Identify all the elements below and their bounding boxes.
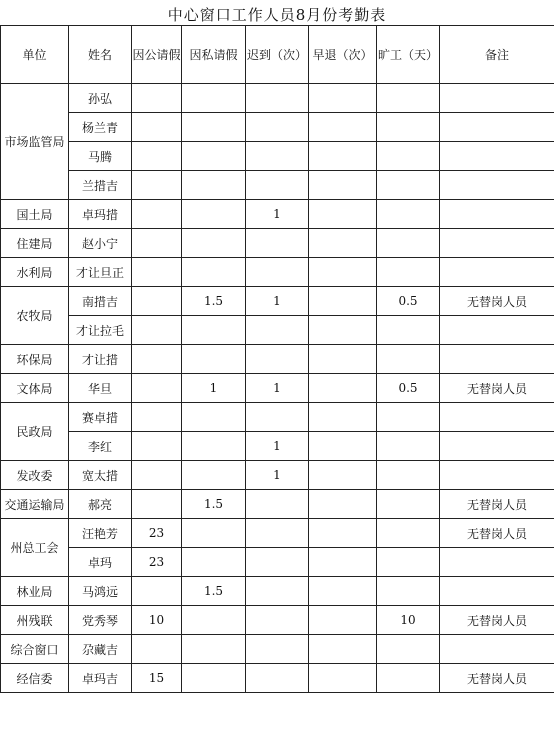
table-row [1, 403, 554, 432]
absent-cell [377, 490, 440, 519]
late-cell [246, 142, 309, 171]
late-cell [246, 519, 309, 548]
personal-leave-cell [182, 403, 246, 432]
note-cell [440, 635, 554, 664]
name-cell: 华旦 [69, 374, 132, 403]
table-row [1, 606, 554, 635]
absent-cell [377, 548, 440, 577]
official-leave-cell [132, 171, 182, 200]
late-cell [246, 664, 309, 693]
name-cell: 南措吉 [69, 287, 132, 316]
absent-cell [377, 345, 440, 374]
absent-cell [377, 229, 440, 258]
personal-leave-cell [182, 606, 246, 635]
name-cell: 赛卓措 [69, 403, 132, 432]
official-leave-cell [132, 374, 182, 403]
official-leave-cell [132, 345, 182, 374]
name-cell: 卓玛 [69, 548, 132, 577]
absent-cell [377, 519, 440, 548]
personal-leave-cell [182, 84, 246, 113]
unit-cell: 州残联 [1, 606, 69, 635]
absent-cell [377, 113, 440, 142]
page-title: 中心窗口工作人员8月份考勤表 [167, 6, 387, 24]
note-cell [440, 316, 554, 345]
absent-cell [377, 461, 440, 490]
header-personal-leave: 因私请假 [182, 26, 246, 84]
personal-leave-cell [182, 171, 246, 200]
name-cell: 郝亮 [69, 490, 132, 519]
note-cell: 无替岗人员 [440, 664, 554, 693]
unit-cell: 水利局 [1, 258, 69, 287]
name-cell: 孙弘 [69, 84, 132, 113]
attendance-table [0, 25, 554, 693]
note-cell: 无替岗人员 [440, 374, 554, 403]
official-leave-cell: 15 [132, 664, 182, 693]
personal-leave-cell: 1.5 [182, 490, 246, 519]
unit-cell: 经信委 [1, 664, 69, 693]
header-note: 备注 [440, 26, 554, 84]
early-leave-cell [309, 519, 377, 548]
note-cell [440, 142, 554, 171]
personal-leave-cell [182, 519, 246, 548]
early-leave-cell [309, 142, 377, 171]
table-row [1, 287, 554, 316]
absent-cell [377, 432, 440, 461]
early-leave-cell [309, 432, 377, 461]
note-cell [440, 171, 554, 200]
table-row [1, 171, 554, 200]
late-cell [246, 316, 309, 345]
personal-leave-cell [182, 258, 246, 287]
absent-cell [377, 316, 440, 345]
absent-cell [377, 171, 440, 200]
late-cell [246, 171, 309, 200]
official-leave-cell: 10 [132, 606, 182, 635]
table-row [1, 345, 554, 374]
late-cell [246, 84, 309, 113]
table-body [1, 84, 554, 693]
official-leave-cell [132, 113, 182, 142]
official-leave-cell [132, 635, 182, 664]
late-cell: 1 [246, 432, 309, 461]
note-cell [440, 432, 554, 461]
late-cell: 1 [246, 287, 309, 316]
official-leave-cell [132, 461, 182, 490]
personal-leave-cell [182, 461, 246, 490]
table-row [1, 142, 554, 171]
early-leave-cell [309, 171, 377, 200]
name-cell: 杨兰青 [69, 113, 132, 142]
early-leave-cell [309, 635, 377, 664]
header-row [1, 26, 554, 84]
late-cell: 1 [246, 461, 309, 490]
table-row [1, 374, 554, 403]
note-cell [440, 229, 554, 258]
late-cell [246, 577, 309, 606]
name-cell: 汪艳芳 [69, 519, 132, 548]
unit-cell: 林业局 [1, 577, 69, 606]
late-cell [246, 403, 309, 432]
absent-cell [377, 84, 440, 113]
name-cell: 尕藏吉 [69, 635, 132, 664]
note-cell: 无替岗人员 [440, 606, 554, 635]
table-row [1, 432, 554, 461]
absent-cell [377, 664, 440, 693]
official-leave-cell: 23 [132, 519, 182, 548]
official-leave-cell [132, 84, 182, 113]
absent-cell [377, 635, 440, 664]
table-row [1, 519, 554, 548]
note-cell: 无替岗人员 [440, 519, 554, 548]
absent-cell [377, 403, 440, 432]
late-cell [246, 490, 309, 519]
note-cell [440, 345, 554, 374]
unit-cell: 民政局 [1, 403, 69, 461]
official-leave-cell [132, 432, 182, 461]
table-row [1, 664, 554, 693]
early-leave-cell [309, 374, 377, 403]
name-cell: 马鸿远 [69, 577, 132, 606]
table-row [1, 316, 554, 345]
early-leave-cell [309, 606, 377, 635]
name-cell: 党秀琴 [69, 606, 132, 635]
header-unit: 单位 [1, 26, 69, 84]
personal-leave-cell [182, 432, 246, 461]
early-leave-cell [309, 84, 377, 113]
header-official-leave: 因公请假 [132, 26, 182, 84]
name-cell: 李红 [69, 432, 132, 461]
official-leave-cell [132, 142, 182, 171]
early-leave-cell [309, 548, 377, 577]
absent-cell [377, 258, 440, 287]
official-leave-cell [132, 577, 182, 606]
unit-cell: 环保局 [1, 345, 69, 374]
name-cell: 才让旦正 [69, 258, 132, 287]
official-leave-cell [132, 287, 182, 316]
unit-cell: 国土局 [1, 200, 69, 229]
early-leave-cell [309, 200, 377, 229]
unit-cell: 住建局 [1, 229, 69, 258]
note-cell [440, 200, 554, 229]
name-cell: 赵小宁 [69, 229, 132, 258]
official-leave-cell [132, 490, 182, 519]
table-row [1, 200, 554, 229]
absent-cell [377, 142, 440, 171]
late-cell [246, 606, 309, 635]
personal-leave-cell [182, 548, 246, 577]
late-cell [246, 635, 309, 664]
table-row [1, 635, 554, 664]
note-cell [440, 84, 554, 113]
absent-cell: 0.5 [377, 374, 440, 403]
name-cell: 兰措吉 [69, 171, 132, 200]
late-cell: 1 [246, 200, 309, 229]
table-row [1, 84, 554, 113]
unit-cell: 农牧局 [1, 287, 69, 345]
name-cell: 宽太措 [69, 461, 132, 490]
late-cell [246, 548, 309, 577]
personal-leave-cell [182, 113, 246, 142]
note-cell [440, 577, 554, 606]
official-leave-cell [132, 316, 182, 345]
official-leave-cell [132, 229, 182, 258]
personal-leave-cell [182, 142, 246, 171]
official-leave-cell: 23 [132, 548, 182, 577]
absent-cell [377, 577, 440, 606]
early-leave-cell [309, 229, 377, 258]
personal-leave-cell: 1.5 [182, 287, 246, 316]
early-leave-cell [309, 316, 377, 345]
table-row [1, 548, 554, 577]
note-cell: 无替岗人员 [440, 287, 554, 316]
absent-cell [377, 200, 440, 229]
early-leave-cell [309, 577, 377, 606]
unit-cell: 市场监管局 [1, 84, 69, 200]
absent-cell: 10 [377, 606, 440, 635]
early-leave-cell [309, 258, 377, 287]
note-cell [440, 461, 554, 490]
header-early-leave: 早退（次） [309, 26, 377, 84]
personal-leave-cell: 1 [182, 374, 246, 403]
early-leave-cell [309, 403, 377, 432]
table-row [1, 461, 554, 490]
note-cell [440, 113, 554, 142]
unit-cell: 发改委 [1, 461, 69, 490]
name-cell: 马腾 [69, 142, 132, 171]
table-row [1, 113, 554, 142]
official-leave-cell [132, 258, 182, 287]
unit-cell: 州总工会 [1, 519, 69, 577]
official-leave-cell [132, 403, 182, 432]
personal-leave-cell: 1.5 [182, 577, 246, 606]
personal-leave-cell [182, 229, 246, 258]
personal-leave-cell [182, 345, 246, 374]
late-cell [246, 258, 309, 287]
unit-cell: 综合窗口 [1, 635, 69, 664]
name-cell: 卓玛吉 [69, 664, 132, 693]
personal-leave-cell [182, 316, 246, 345]
personal-leave-cell [182, 200, 246, 229]
unit-cell: 交通运输局 [1, 490, 69, 519]
early-leave-cell [309, 287, 377, 316]
personal-leave-cell [182, 664, 246, 693]
late-cell [246, 229, 309, 258]
early-leave-cell [309, 113, 377, 142]
note-cell: 无替岗人员 [440, 490, 554, 519]
late-cell [246, 113, 309, 142]
name-cell: 才让措 [69, 345, 132, 374]
personal-leave-cell [182, 635, 246, 664]
early-leave-cell [309, 490, 377, 519]
header-name: 姓名 [69, 26, 132, 84]
early-leave-cell [309, 461, 377, 490]
early-leave-cell [309, 664, 377, 693]
note-cell [440, 403, 554, 432]
note-cell [440, 258, 554, 287]
table-row [1, 258, 554, 287]
unit-cell: 文体局 [1, 374, 69, 403]
header-late: 迟到（次） [246, 26, 309, 84]
official-leave-cell [132, 200, 182, 229]
table-row [1, 490, 554, 519]
note-cell [440, 548, 554, 577]
late-cell: 1 [246, 374, 309, 403]
header-absent: 旷工（天） [377, 26, 440, 84]
absent-cell: 0.5 [377, 287, 440, 316]
table-row [1, 229, 554, 258]
name-cell: 才让拉毛 [69, 316, 132, 345]
late-cell [246, 345, 309, 374]
early-leave-cell [309, 345, 377, 374]
name-cell: 卓玛措 [69, 200, 132, 229]
table-row [1, 577, 554, 606]
